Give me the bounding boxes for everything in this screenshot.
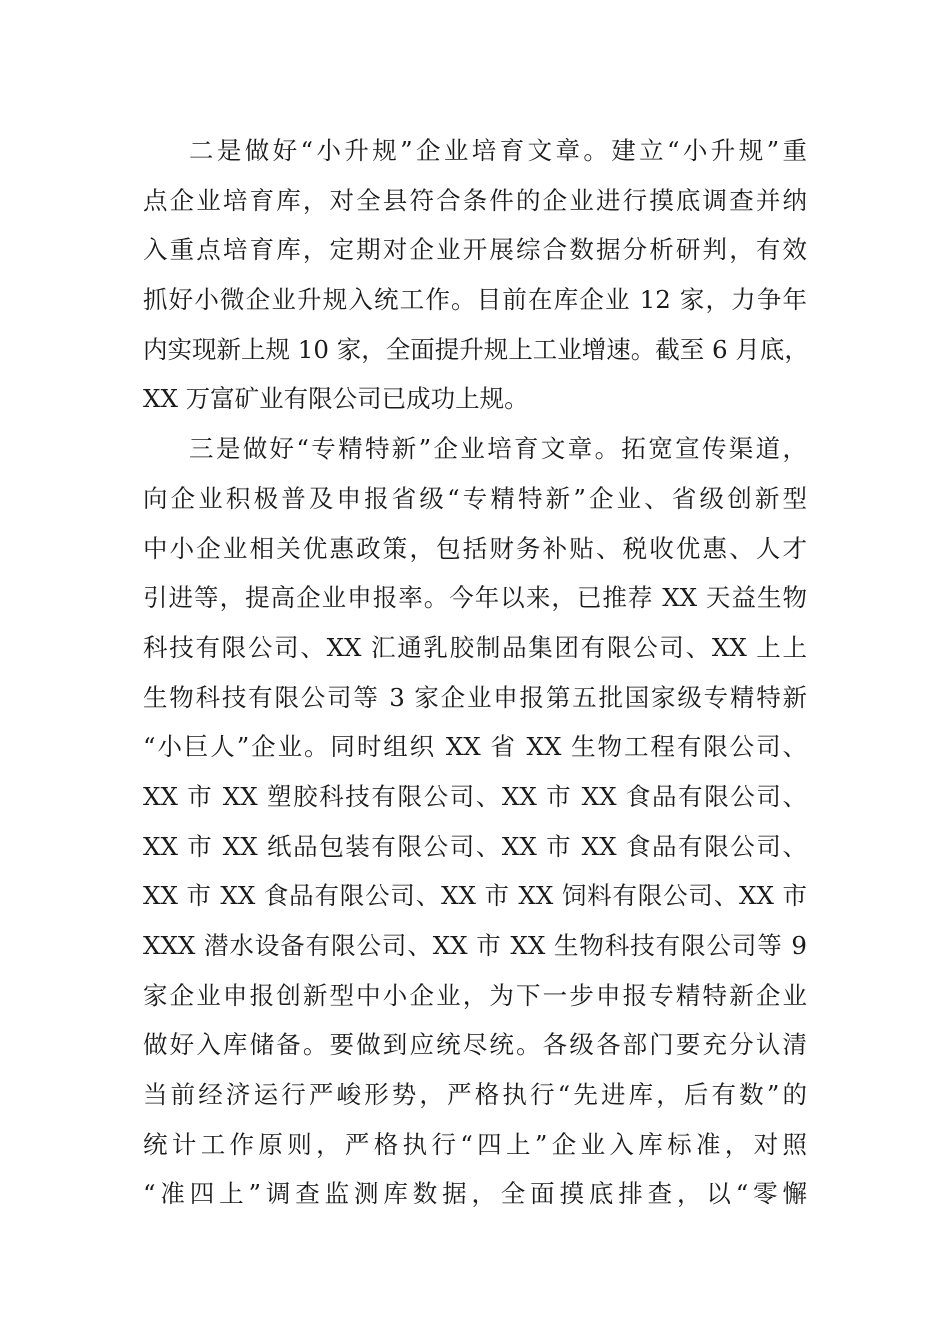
document-body xyxy=(143,126,807,1219)
text-line: 家企业申报创新型中小企业，为下一步申报专精特新企业 xyxy=(143,980,807,1010)
text-line: “小巨人”企业。同时组织 XX 省 XX 生物工程有限公司、 xyxy=(143,732,807,762)
text-line: XX 万富矿业有限公司已成功上规。 xyxy=(143,384,529,414)
text-line: 内实现新上规 10 家，全面提升规上工业增速。截至 6 月底， xyxy=(143,334,809,364)
text-line: 入重点培育库，定期对企业开展综合数据分析研判，有效 xyxy=(143,235,807,265)
text-line: XX 市 XX 纸品包装有限公司、XX 市 XX 食品有限公司、 xyxy=(143,831,807,861)
paragraph-specialized-new xyxy=(143,424,807,1219)
text-line: 生物科技有限公司等 3 家企业申报第五批国家级专精特新 xyxy=(143,682,807,712)
text-line: 引进等，提高企业申报率。今年以来，已推荐 XX 天益生物 xyxy=(143,583,807,613)
text-line: 科技有限公司、XX 汇通乳胶制品集团有限公司、XX 上上 xyxy=(143,632,807,662)
text-line: 抓好小微企业升规入统工作。目前在库企业 12 家，力争年 xyxy=(143,285,807,315)
text-line: 统计工作原则，严格执行“四上”企业入库标准，对照 xyxy=(143,1129,807,1159)
text-line: 向企业积极普及申报省级“专精特新”企业、省级创新型 xyxy=(143,483,807,513)
text-line: 三是做好“专精特新”企业培育文章。拓宽宣传渠道， xyxy=(189,434,807,464)
text-line: 点企业培育库，对全县符合条件的企业进行摸底调查并纳 xyxy=(143,185,807,215)
text-line: 当前经济运行严峻形势，严格执行“先进库，后有数”的 xyxy=(143,1080,807,1110)
text-line: 二是做好“小升规”企业培育文章。建立“小升规”重 xyxy=(189,136,807,165)
paragraph-small-to-scale xyxy=(143,126,807,424)
text-line: XXX 潜水设备有限公司、XX 市 XX 生物科技有限公司等 9 xyxy=(143,931,807,960)
text-line: XX 市 XX 塑胶科技有限公司、XX 市 XX 食品有限公司、 xyxy=(143,781,807,811)
text-line: 中小企业相关优惠政策，包括财务补贴、税收优惠、人才 xyxy=(143,533,807,563)
text-line: “准四上”调查监测库数据，全面摸底排查，以“零懈 xyxy=(143,1179,807,1209)
text-line: XX 市 XX 食品有限公司、XX 市 XX 饲料有限公司、XX 市 xyxy=(143,881,807,911)
text-line: 做好入库储备。要做到应统尽统。各级各部门要充分认清 xyxy=(143,1030,807,1060)
